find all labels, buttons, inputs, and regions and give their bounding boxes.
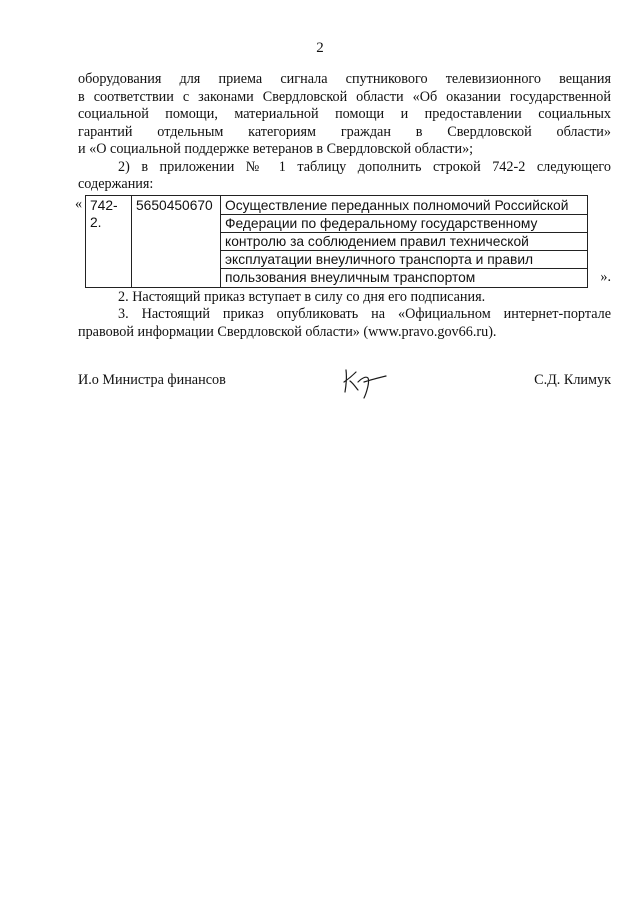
close-quote: ». bbox=[600, 269, 611, 285]
signatory-title: И.о Министра финансов bbox=[78, 372, 226, 388]
description-cell bbox=[221, 195, 588, 287]
row-number-cell: 742-2. bbox=[86, 195, 132, 287]
open-quote: « bbox=[75, 195, 83, 212]
document-body bbox=[75, 71, 611, 341]
paragraph-line: правовой информации Свердловской области» (www.pravo.gov66.ru). bbox=[78, 323, 497, 340]
page-number: 2 bbox=[316, 40, 324, 56]
description-line: Федерации по федеральному государственному bbox=[221, 215, 587, 233]
handwritten-signature bbox=[340, 364, 390, 400]
table-row bbox=[86, 195, 588, 287]
paragraph-line: содержания: bbox=[78, 176, 154, 192]
signature-block bbox=[78, 372, 611, 412]
appendix-table bbox=[85, 195, 588, 288]
paragraph-line: социальной помощи, материальной помощи и предоставлении социальных bbox=[78, 106, 611, 122]
paragraph-line: гарантий отдельным категориям граждан в Свердловской области» bbox=[78, 123, 611, 140]
paragraph-line: 3. Настоящий приказ опубликовать на «Официальном интернет-портале bbox=[118, 306, 611, 322]
description-line: эксплуатации внеуличного транспорта и правил bbox=[221, 251, 587, 269]
appendix-table-block bbox=[75, 195, 611, 288]
paragraph-line: и «О социальной поддержке ветеранов в Свердловской области»; bbox=[78, 141, 474, 157]
signatory-name: С.Д. Климук bbox=[534, 372, 611, 388]
paragraph-line: 2. Настоящий приказ вступает в силу со дня его подписания. bbox=[118, 288, 486, 305]
description-line: пользования внеуличным транспортом bbox=[225, 269, 476, 285]
paragraph-line: 2) в приложении № 1 таблицу дополнить строкой 742-2 следующего bbox=[118, 158, 611, 175]
description-line: Осуществление переданных полномочий Российской bbox=[221, 197, 587, 215]
description-line: контролю за соблюдением правил технической bbox=[221, 233, 587, 251]
code-cell: 5650450670 bbox=[132, 195, 221, 287]
paragraph-line: оборудования для приема сигнала спутникового телевизионного вещания bbox=[78, 71, 611, 87]
paragraph-line: в соответствии с законами Свердловской области «Об оказании государственной bbox=[78, 88, 611, 105]
